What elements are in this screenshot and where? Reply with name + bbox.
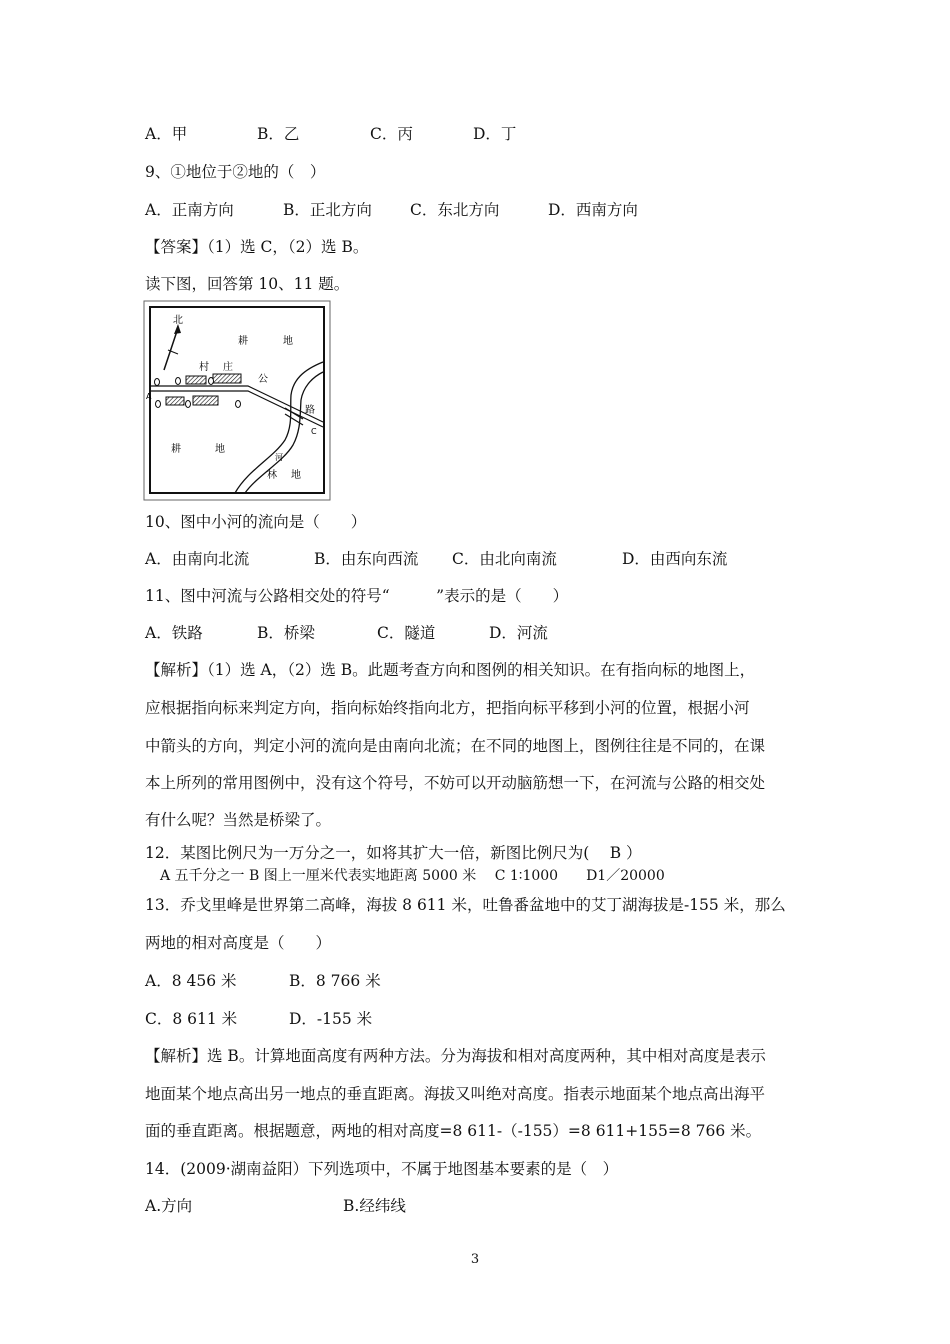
map-label-point-c: C <box>311 427 317 436</box>
map-label-river: 河 <box>275 453 283 462</box>
q11-option-d: D．河流 <box>489 624 548 642</box>
analysis-line: 【解析】（1）选 A，（2）选 B。此题考查方向和图例的相关知识。在有指向标的地图上， <box>145 661 756 679</box>
q8-option-b: B．乙 <box>257 125 300 143</box>
q14-stem: 14．(2009·湖南益阳）下列选项中，不属于地图基本要素的是（ ） <box>145 1160 619 1178</box>
q13-option-d: D．-155 米 <box>289 1010 373 1028</box>
q8-option-d: D．丁 <box>473 125 517 143</box>
map-label-point-a: A <box>146 392 152 401</box>
q12-stem: 12．某图比例尺为一万分之一，如将其扩大一倍，新图比例尺为( B ） <box>145 844 642 862</box>
q11-option-b: B．桥梁 <box>257 624 315 642</box>
q14-option-a: A.方向 <box>145 1197 193 1215</box>
analysis-line: 有什么呢？当然是桥梁了。 <box>145 811 332 829</box>
q9-option-a: A．正南方向 <box>145 201 234 219</box>
q9-stem: 9、①地位于②地的（ ） <box>145 163 326 181</box>
analysis-line: 地面某个地点高出另一地点的垂直距离。海拔又叫绝对高度。指表示地面某个地点高出海平 <box>145 1085 766 1103</box>
analysis-line: 【解析】选 B。计算地面高度有两种方法。分为海拔和相对高度两种，其中相对高度是表示 <box>145 1047 766 1065</box>
village-river-map <box>143 300 331 501</box>
map-label-north: 北 <box>173 315 183 326</box>
q12-options: A 五千分之一 B 图上一厘米代表实地距离 5000 米 C 1∶1000 D1／20000 <box>160 868 665 884</box>
q9-option-b: B．正北方向 <box>283 201 372 219</box>
q11-option-a: A．铁路 <box>145 624 203 642</box>
map-label-farmland-top-1: 耕 <box>238 336 248 347</box>
q9-option-d: D．西南方向 <box>548 201 638 219</box>
map-label-farmland-bottom-1: 耕 <box>171 444 181 455</box>
answer-q8-9: 【答案】（1）选 C，（2）选 B。 <box>145 238 369 256</box>
map-label-farmland-bottom-2: 地 <box>215 444 225 455</box>
q13-option-c: C．8 611 米 <box>145 1010 238 1028</box>
map-label-village-1: 村 <box>199 362 209 373</box>
map-label-road-1: 公 <box>258 374 268 385</box>
map-label-village-2: 庄 <box>223 362 233 373</box>
q11-stem: 11、图中河流与公路相交处的符号“ ”表示的是（ ） <box>145 587 569 605</box>
q9-option-c: C．东北方向 <box>410 201 500 219</box>
map-label-forest-1: 林 <box>267 470 277 481</box>
q8-option-a: A．甲 <box>145 125 188 143</box>
q13-option-b: B．8 766 米 <box>289 972 381 990</box>
q10-stem: 10、图中小河的流向是（ ） <box>145 513 367 531</box>
page-number: 3 <box>470 1252 480 1267</box>
q10-option-c: C．由北向南流 <box>452 550 557 568</box>
read-map-instruction: 读下图，回答第 10、11 题。 <box>145 275 350 293</box>
map-label-road-2: 路 <box>305 405 315 416</box>
map-label-forest-2: 地 <box>291 470 301 481</box>
q13-stem-1: 13．乔戈里峰是世界第二高峰，海拔 8 611 米，吐鲁番盆地中的艾丁湖海拔是-155 米，那么 <box>145 896 786 914</box>
q14-option-b: B.经纬线 <box>343 1197 406 1215</box>
q10-option-a: A．由南向北流 <box>145 550 250 568</box>
map-label-farmland-top-2: 地 <box>283 336 293 347</box>
q10-option-b: B．由东向西流 <box>314 550 419 568</box>
q8-option-c: C．丙 <box>370 125 413 143</box>
q13-stem-2: 两地的相对高度是（ ） <box>145 934 332 952</box>
q11-option-c: C．隧道 <box>377 624 436 642</box>
analysis-line: 面的垂直距离。根据题意，两地的相对高度=8 611-（-155）=8 611+155=8 766 米。 <box>145 1122 762 1140</box>
q10-option-d: D．由西向东流 <box>622 550 728 568</box>
analysis-line: 应根据指向标来判定方向，指向标始终指向北方，把指向标平移到小河的位置，根据小河 <box>145 699 750 717</box>
analysis-line: 中箭头的方向，判定小河的流向是由南向北流；在不同的地图上，图例往往是不同的，在课 <box>145 737 766 755</box>
q13-option-a: A．8 456 米 <box>145 972 237 990</box>
analysis-line: 本上所列的常用图例中，没有这个符号，不妨可以开动脑筋想一下，在河流与公路的相交处 <box>145 774 766 792</box>
